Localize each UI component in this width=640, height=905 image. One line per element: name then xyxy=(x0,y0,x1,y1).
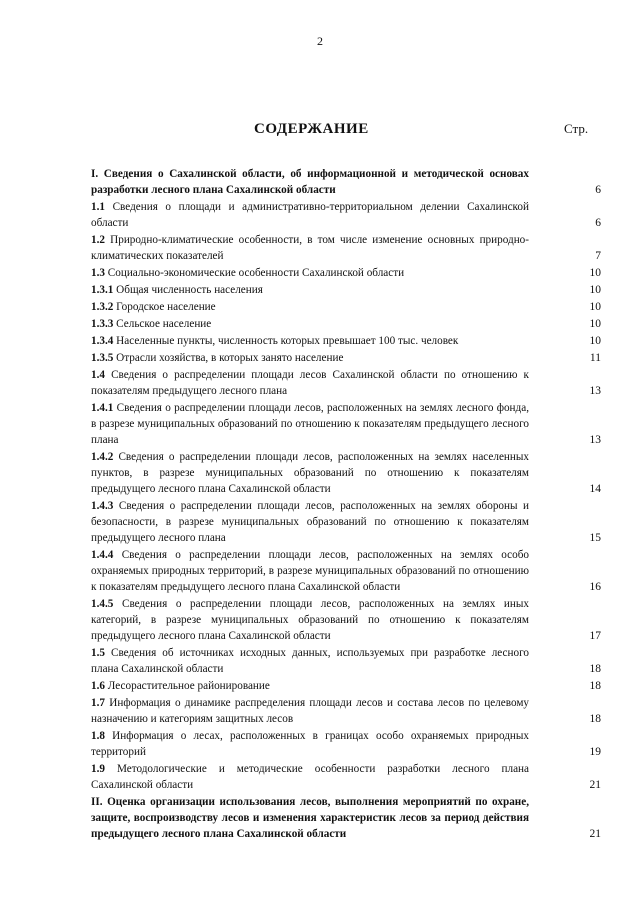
toc-entry-page: 16 xyxy=(589,581,601,593)
toc-entry xyxy=(91,350,601,366)
toc-entry xyxy=(91,498,601,546)
toc-entry-title: Информация о лесах, расположенных в границах особо охраняемых природных территорий xyxy=(91,730,529,758)
toc-entry-title: Сведения о площади и административно-территориальном делении Сахалинской области xyxy=(91,201,529,229)
toc-entry-text xyxy=(91,232,529,264)
toc-entry-title: Сельское население xyxy=(113,318,212,330)
toc-entry-page: 10 xyxy=(589,301,601,313)
toc-entry-text xyxy=(91,695,529,727)
toc-entry-page: 11 xyxy=(589,352,601,364)
toc-entry-text xyxy=(91,678,529,694)
toc-entry-page: 18 xyxy=(589,663,601,675)
toc-entry-page: 10 xyxy=(589,318,601,330)
toc-entry xyxy=(91,282,601,298)
toc-entry-number: 1.3.1 xyxy=(91,284,114,296)
toc-entry-title: Природно-климатические особенности, в том числе изменение основных природно-климатических показателей xyxy=(91,234,529,262)
toc-entry-page: 13 xyxy=(589,385,601,397)
toc-entry-text xyxy=(91,199,529,231)
toc-entry-page: 21 xyxy=(589,779,601,791)
toc-entry xyxy=(91,316,601,332)
toc-entry-text xyxy=(91,400,529,448)
toc-entry-title: Общая численность населения xyxy=(113,284,263,296)
toc-entry xyxy=(91,678,601,694)
toc-entry-number: 1.4.3 xyxy=(91,500,114,512)
toc-entry-title: Методологические и методические особенности разработки лесного плана Сахалинской области xyxy=(91,763,529,791)
toc-entry-number: 1.9 xyxy=(91,763,105,775)
toc-entry-text xyxy=(91,449,529,497)
toc-entry xyxy=(91,333,601,349)
toc-entry xyxy=(91,794,601,842)
toc-entry-number: 1.7 xyxy=(91,697,105,709)
toc-entry-number: 1.8 xyxy=(91,730,105,742)
toc-entry xyxy=(91,265,601,281)
toc-entry xyxy=(91,199,601,231)
toc-entry-page: 14 xyxy=(589,483,601,495)
toc-entry-text xyxy=(91,794,529,842)
toc-entry-number: 1.4.1 xyxy=(91,402,114,414)
toc-entry-number: 1.3 xyxy=(91,267,105,279)
toc-entry-text xyxy=(91,265,529,281)
toc-entry-page: 10 xyxy=(589,267,601,279)
toc-entry xyxy=(91,645,601,677)
toc-entry-text xyxy=(91,367,529,399)
toc-entry xyxy=(91,166,601,198)
toc-entry-text xyxy=(91,282,529,298)
toc-entry-page: 18 xyxy=(589,680,601,692)
toc-entry-page: 6 xyxy=(595,217,601,229)
toc-entry-title: Сведения о распределении площади лесов Сахалинской области по отношению к показателям предыдущего лесного плана xyxy=(91,369,529,397)
toc-entry-number: 1.4 xyxy=(91,369,105,381)
toc-entry-number: 1.3.2 xyxy=(91,301,114,313)
toc-entry xyxy=(91,596,601,644)
toc-entry-number: 1.6 xyxy=(91,680,105,692)
toc-entry-text xyxy=(91,761,529,793)
toc-entry-title: Сведения о распределении площади лесов, расположенных на землях обороны и безопасности, в разрезе муниципальных образований по отношению к показателям предыдущего лесного плана xyxy=(91,500,529,544)
toc-entry-title: Сведения о распределении площади лесов, расположенных на землях особо охраняемых природных территорий, в разрезе муниципальных образований по отношению к показателям предыдущего лесного плана Сахалинской области xyxy=(91,549,529,593)
toc-entry-title: Сведения о распределении площади лесов, расположенных на землях населенных пунктов, в разрезе муниципальных образований по отношению к показателям предыдущего лесного плана Сахалинской области xyxy=(91,451,529,495)
toc-entry xyxy=(91,547,601,595)
toc-entry xyxy=(91,400,601,448)
toc-entry-page: 10 xyxy=(589,335,601,347)
toc-entry-text xyxy=(91,166,529,198)
toc-entry xyxy=(91,761,601,793)
toc-entry-title: Информация о динамике распределения площади лесов и состава лесов по целевому назначению и категориям защитных лесов xyxy=(91,697,529,725)
toc-entry-text xyxy=(91,498,529,546)
toc-entry-page: 15 xyxy=(589,532,601,544)
toc-entry-text xyxy=(91,596,529,644)
toc-entry-title: Сведения о распределении площади лесов, расположенных на землях иных категорий, в разрезе муниципальных образований по отношению к показателям предыдущего лесного плана Сахалинской области xyxy=(91,598,529,642)
toc-entry-number: 1.4.5 xyxy=(91,598,114,610)
toc-entry-number: 1.1 xyxy=(91,201,105,213)
toc-entry xyxy=(91,695,601,727)
toc-entry-page: 6 xyxy=(595,184,601,196)
toc-entry-number: 1.3.3 xyxy=(91,318,114,330)
toc-entry-text xyxy=(91,547,529,595)
toc-entry-number: 1.5 xyxy=(91,647,105,659)
toc-entry-title: Населенные пункты, численность которых превышает 100 тыс. человек xyxy=(113,335,459,347)
toc-entry-text xyxy=(91,728,529,760)
toc-entry xyxy=(91,367,601,399)
toc-entry-title: Лесорастительное районирование xyxy=(104,680,270,692)
toc-entry-title: Отрасли хозяйства, в которых занято население xyxy=(113,352,344,364)
toc-entry-page: 21 xyxy=(589,828,601,840)
toc-entry-page: 18 xyxy=(589,713,601,725)
toc-entry-page: 19 xyxy=(589,746,601,758)
toc-entry xyxy=(91,232,601,264)
toc-entry-number: 1.2 xyxy=(91,234,105,246)
toc-entry-number: 1.4.2 xyxy=(91,451,114,463)
toc-entry-text xyxy=(91,333,529,349)
toc-entry-number: 1.4.4 xyxy=(91,549,114,561)
toc-entry xyxy=(91,728,601,760)
toc-title: СОДЕРЖАНИЕ xyxy=(254,121,369,137)
toc-entry xyxy=(91,299,601,315)
page-column-header: Стр. xyxy=(564,121,589,136)
toc-entry-title: Сведения об источниках исходных данных, используемых при разработке лесного плана Сахалинской области xyxy=(91,647,529,675)
toc-entry-title: Сведения о распределении площади лесов, расположенных на землях лесного фонда, в разрезе муниципальных образований по отношению к показателям предыдущего лесного плана xyxy=(91,402,529,446)
table-of-contents xyxy=(91,166,601,842)
toc-entry-page: 10 xyxy=(589,284,601,296)
toc-entry-title: II. Оценка организации использования лесов, выполнения мероприятий по охране, защите, воспроизводству лесов и изменения характеристик лесов за период действия предыдущего лесного плана Сахалинской области xyxy=(91,796,529,840)
toc-entry-page: 7 xyxy=(595,250,601,262)
toc-entry-title: Городское население xyxy=(113,301,216,313)
page-number: 2 xyxy=(317,34,323,48)
toc-entry-title: Социально-экономические особенности Сахалинской области xyxy=(104,267,405,279)
toc-entry-number: 1.3.5 xyxy=(91,352,114,364)
toc-entry-page: 17 xyxy=(589,630,601,642)
toc-entry-text xyxy=(91,316,529,332)
toc-entry-text xyxy=(91,299,529,315)
toc-entry-text xyxy=(91,645,529,677)
toc-entry-number: 1.3.4 xyxy=(91,335,114,347)
toc-entry-page: 13 xyxy=(589,434,601,446)
toc-entry-text xyxy=(91,350,529,366)
toc-entry-title: I. Сведения о Сахалинской области, об информационной и методической основах разработки лесного плана Сахалинской области xyxy=(91,168,529,196)
toc-entry xyxy=(91,449,601,497)
